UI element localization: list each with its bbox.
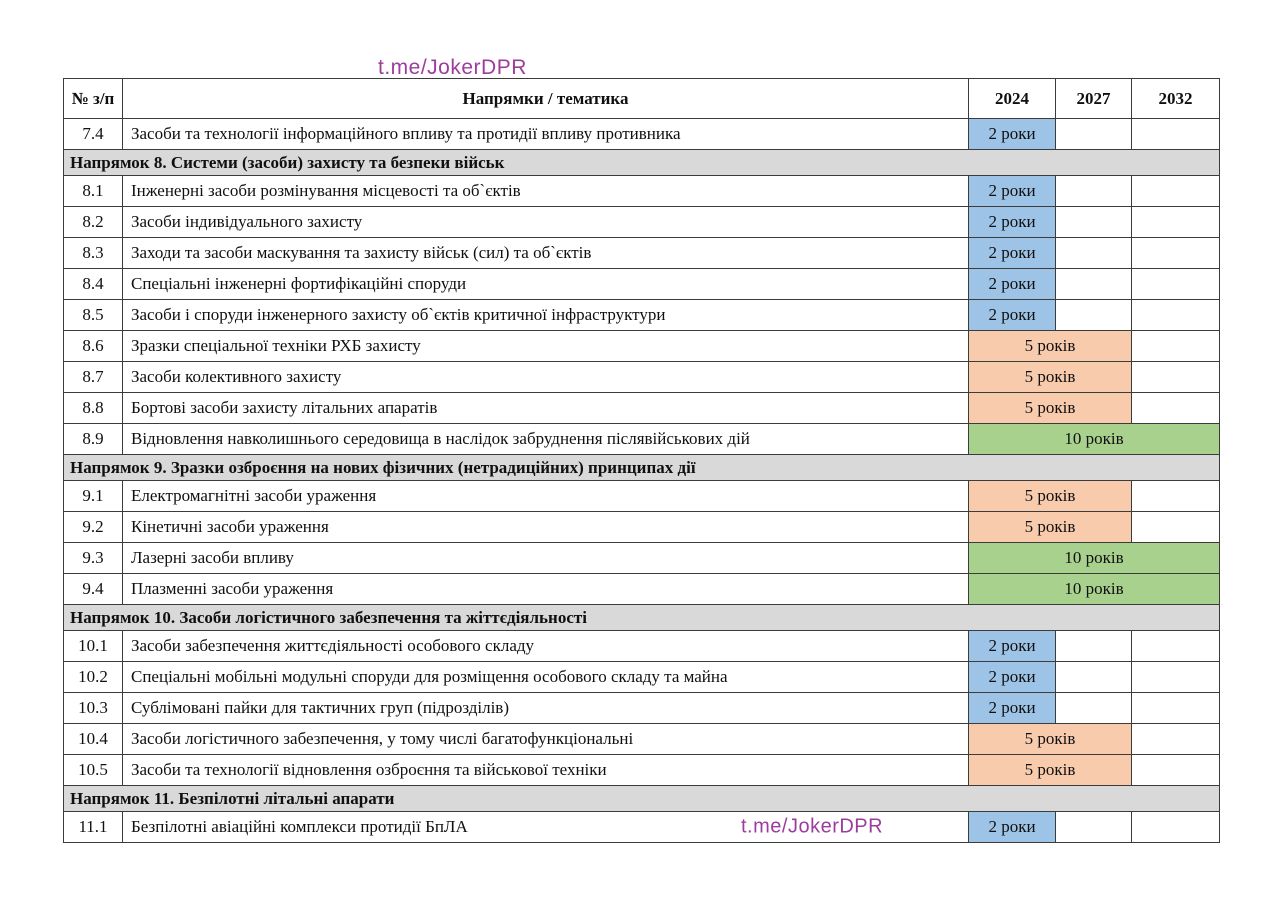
- duration-cell: 5 років: [969, 331, 1132, 362]
- row-number: 8.3: [64, 238, 123, 269]
- row-topic: Відновлення навколишнього середовища в наслідок забруднення післявійськових дій: [123, 424, 969, 455]
- empty-year-cell: [1056, 812, 1132, 843]
- roadmap-table: [63, 78, 1220, 843]
- table-row: [64, 119, 1220, 150]
- header-row: [64, 79, 1220, 119]
- empty-year-cell: [1132, 662, 1220, 693]
- row-topic: Зразки спеціальної техніки РХБ захисту: [123, 331, 969, 362]
- duration-cell: 5 років: [969, 724, 1132, 755]
- section-title: Напрямок 8. Системи (засоби) захисту та безпеки військ: [64, 150, 1220, 176]
- empty-year-cell: [1132, 724, 1220, 755]
- duration-cell: 5 років: [969, 362, 1132, 393]
- col-header-2032: 2032: [1132, 79, 1220, 119]
- col-header-num: № з/п: [64, 79, 123, 119]
- table-row: [64, 362, 1220, 393]
- row-topic: Кінетичні засоби ураження: [123, 512, 969, 543]
- table-row: [64, 238, 1220, 269]
- empty-year-cell: [1056, 662, 1132, 693]
- empty-year-cell: [1056, 631, 1132, 662]
- row-number: 8.4: [64, 269, 123, 300]
- duration-cell: 2 роки: [969, 631, 1056, 662]
- duration-cell: 2 роки: [969, 300, 1056, 331]
- empty-year-cell: [1056, 300, 1132, 331]
- row-topic: Заходи та засоби маскування та захисту військ (сил) та об`єктів: [123, 238, 969, 269]
- empty-year-cell: [1132, 362, 1220, 393]
- row-number: 7.4: [64, 119, 123, 150]
- duration-cell: 5 років: [969, 393, 1132, 424]
- empty-year-cell: [1132, 512, 1220, 543]
- row-number: 9.4: [64, 574, 123, 605]
- table-row: [64, 693, 1220, 724]
- table-row: [64, 574, 1220, 605]
- col-header-2027: 2027: [1056, 79, 1132, 119]
- duration-cell: 5 років: [969, 481, 1132, 512]
- duration-cell: 2 роки: [969, 238, 1056, 269]
- empty-year-cell: [1132, 238, 1220, 269]
- section-row: [64, 605, 1220, 631]
- empty-year-cell: [1132, 755, 1220, 786]
- section-row: [64, 786, 1220, 812]
- row-number: 10.2: [64, 662, 123, 693]
- duration-cell: 2 роки: [969, 176, 1056, 207]
- duration-cell: 2 роки: [969, 269, 1056, 300]
- empty-year-cell: [1132, 812, 1220, 843]
- empty-year-cell: [1132, 269, 1220, 300]
- row-topic: Засоби індивідуального захисту: [123, 207, 969, 238]
- empty-year-cell: [1056, 269, 1132, 300]
- row-number: 8.2: [64, 207, 123, 238]
- row-topic: Засоби колективного захисту: [123, 362, 969, 393]
- watermark-top: t.me/JokerDPR: [378, 56, 527, 79]
- empty-year-cell: [1056, 207, 1132, 238]
- section-row: [64, 455, 1220, 481]
- duration-cell: 5 років: [969, 512, 1132, 543]
- duration-cell: 2 роки: [969, 812, 1056, 843]
- row-number: 8.5: [64, 300, 123, 331]
- duration-cell: 2 роки: [969, 662, 1056, 693]
- table-body: [64, 119, 1220, 843]
- row-number: 11.1: [64, 812, 123, 843]
- row-topic: Плазменні засоби ураження: [123, 574, 969, 605]
- table-row: [64, 393, 1220, 424]
- duration-cell: 5 років: [969, 755, 1132, 786]
- table-row: [64, 755, 1220, 786]
- row-topic: Безпілотні авіаційні комплекси протидії БпЛА t.me/JokerDPR: [123, 812, 969, 843]
- row-number: 10.5: [64, 755, 123, 786]
- table-row: [64, 543, 1220, 574]
- row-number: 10.1: [64, 631, 123, 662]
- row-number: 9.1: [64, 481, 123, 512]
- table-row: [64, 269, 1220, 300]
- row-number: 10.3: [64, 693, 123, 724]
- col-header-topic: Напрямки / тематика: [123, 79, 969, 119]
- row-number: 9.3: [64, 543, 123, 574]
- empty-year-cell: [1132, 331, 1220, 362]
- row-topic: Спеціальні інженерні фортифікаційні споруди: [123, 269, 969, 300]
- empty-year-cell: [1132, 481, 1220, 512]
- empty-year-cell: [1132, 393, 1220, 424]
- table-row: [64, 724, 1220, 755]
- row-number: 10.4: [64, 724, 123, 755]
- empty-year-cell: [1132, 119, 1220, 150]
- row-topic: Інженерні засоби розмінування місцевості та об`єктів: [123, 176, 969, 207]
- section-title: Напрямок 9. Зразки озброєння на нових фізичних (нетрадиційних) принципах дії: [64, 455, 1220, 481]
- row-topic: Спеціальні мобільні модульні споруди для розміщення особового складу та майна: [123, 662, 969, 693]
- table-row: [64, 631, 1220, 662]
- col-header-2024: 2024: [969, 79, 1056, 119]
- duration-cell: 2 роки: [969, 119, 1056, 150]
- empty-year-cell: [1132, 631, 1220, 662]
- duration-cell: 10 років: [969, 424, 1220, 455]
- table-row: [64, 481, 1220, 512]
- table-row: [64, 812, 1220, 843]
- duration-cell: 10 років: [969, 574, 1220, 605]
- section-row: [64, 150, 1220, 176]
- row-number: 8.7: [64, 362, 123, 393]
- row-topic: Лазерні засоби впливу: [123, 543, 969, 574]
- watermark-bottom: t.me/JokerDPR: [741, 815, 884, 838]
- row-topic: Засоби логістичного забезпечення, у тому числі багатофункціональні: [123, 724, 969, 755]
- empty-year-cell: [1056, 693, 1132, 724]
- empty-year-cell: [1056, 238, 1132, 269]
- row-number: 8.6: [64, 331, 123, 362]
- row-topic: Засоби та технології відновлення озброєння та військової техніки: [123, 755, 969, 786]
- empty-year-cell: [1132, 693, 1220, 724]
- table-row: [64, 176, 1220, 207]
- table-row: [64, 207, 1220, 238]
- row-number: 8.8: [64, 393, 123, 424]
- empty-year-cell: [1132, 207, 1220, 238]
- duration-cell: 10 років: [969, 543, 1220, 574]
- empty-year-cell: [1056, 119, 1132, 150]
- row-topic: Засоби забезпечення життєдіяльності особового складу: [123, 631, 969, 662]
- table-row: [64, 424, 1220, 455]
- duration-cell: 2 роки: [969, 693, 1056, 724]
- row-number: 8.9: [64, 424, 123, 455]
- row-topic: Електромагнітні засоби ураження: [123, 481, 969, 512]
- empty-year-cell: [1132, 300, 1220, 331]
- row-number: 8.1: [64, 176, 123, 207]
- row-topic: Бортові засоби захисту літальних апаратів: [123, 393, 969, 424]
- section-title: Напрямок 11. Безпілотні літальні апарати: [64, 786, 1220, 812]
- row-number: 9.2: [64, 512, 123, 543]
- empty-year-cell: [1132, 176, 1220, 207]
- row-topic: Засоби та технології інформаційного впливу та протидії впливу противника: [123, 119, 969, 150]
- section-title: Напрямок 10. Засоби логістичного забезпечення та жіттєдіяльності: [64, 605, 1220, 631]
- table-row: [64, 331, 1220, 362]
- table-row: [64, 512, 1220, 543]
- row-topic: Засоби і споруди інженерного захисту об`єктів критичної інфраструктури: [123, 300, 969, 331]
- row-topic: Сублімовані пайки для тактичних груп (підрозділів): [123, 693, 969, 724]
- table-row: [64, 300, 1220, 331]
- empty-year-cell: [1056, 176, 1132, 207]
- table-row: [64, 662, 1220, 693]
- duration-cell: 2 роки: [969, 207, 1056, 238]
